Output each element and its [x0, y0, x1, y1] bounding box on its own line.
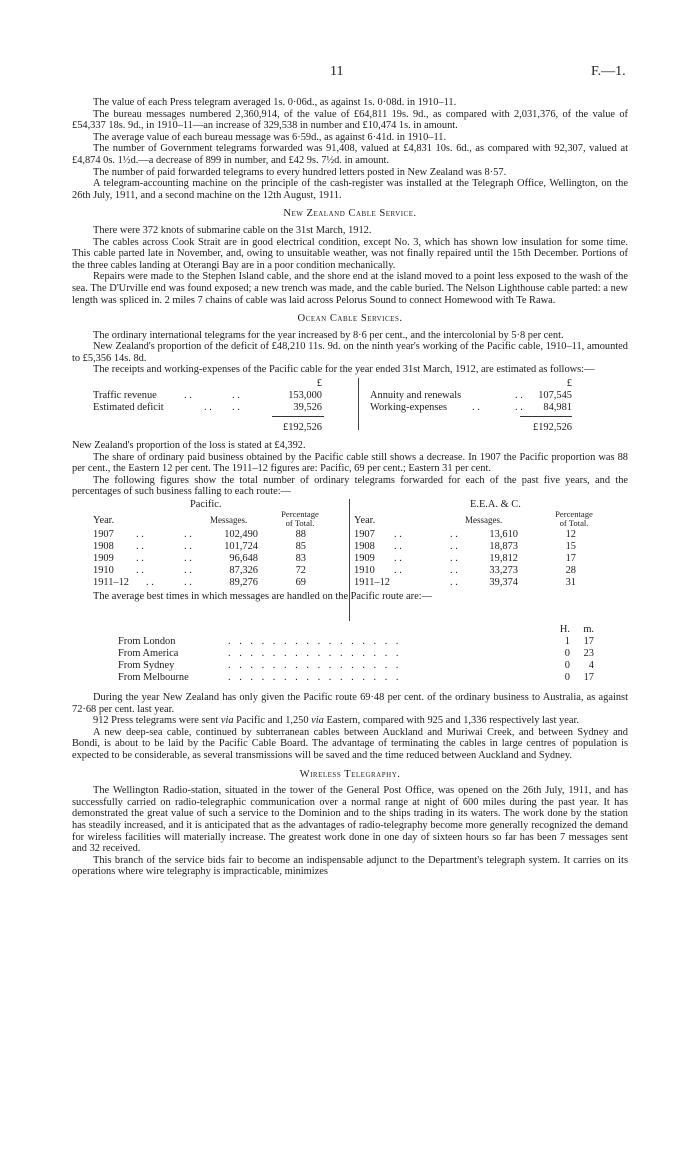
- paragraph: The Wellington Radio-station, situated in the tower of the General Post Office, was opened on the 26th July, 1911, and has successfully carried on radio-telegraphic communication over a normal range at night of 600 miles during the past year. It has demonstrated the great value of such a service to the Dominion and to the ships trading in its waters. The work done by the station has steadily increased, and it is anticipated that as the advantages of radio-telegraphy become more generally recognized the demand for wireless facilities will materially increase. The greatest work done in one day of sixteen hours so far has been 7 messages sent and 32 received.: [72, 785, 628, 855]
- minutes-cell: 4: [588, 660, 594, 672]
- leader-dots: . .: [450, 529, 458, 541]
- messages-cell: 13,610: [489, 529, 518, 541]
- year-cell: 1911–12: [93, 577, 129, 589]
- eea-column-title: E.E.A. & C.: [470, 499, 521, 511]
- column-divider: [349, 499, 350, 621]
- currency-symbol-right: £: [566, 378, 572, 390]
- leader-dots: . .: [472, 402, 480, 414]
- paragraph: New Zealand's proportion of the loss is stated at £4,392.: [72, 440, 306, 452]
- leader-dots: . .: [394, 529, 402, 541]
- leader-dots: . .: [232, 402, 240, 414]
- section-heading-wireless: Wireless Telegraphy.: [299, 768, 401, 780]
- column-header-percentage: Percentage of Total.: [555, 509, 593, 529]
- page-number: 11: [330, 64, 344, 79]
- messages-cell: 33,273: [489, 565, 518, 577]
- leader-dots: . .: [136, 541, 144, 553]
- messages-cell: 102,490: [224, 529, 258, 541]
- paragraph: The value of each Press telegram averaged 1s. 0·06d., as against 1s. 0·08d. in 1910–11.: [93, 97, 457, 108]
- paragraph: The receipts and working-expenses of the Pacific cable for the year ended 31st March, 1912, are estimated as follows:—: [93, 364, 595, 376]
- percent-cell: 83: [295, 553, 306, 565]
- table-row: [72, 390, 628, 402]
- minutes-cell: 23: [583, 648, 594, 660]
- column-header-percentage: Percentage of Total.: [281, 509, 319, 529]
- paragraph: The ordinary international telegrams for the year increased by 8·6 per cent., and the intercolonial by 5·8 per cent.: [93, 329, 564, 341]
- column-header-minutes: m.: [583, 624, 594, 636]
- column-header-year: Year.: [93, 515, 115, 527]
- year-cell: 1909: [93, 553, 114, 565]
- account-value: 107,545: [538, 390, 572, 402]
- account-label: Estimated deficit: [93, 402, 164, 414]
- paragraph: The average value of each bureau message was 6·59d., as against 6·41d. in 1910–11.: [93, 131, 447, 143]
- paragraph: During the year New Zealand has only given the Pacific route 69·48 per cent. of the ordinary business to Australia, as against 72·68 per cent. last year.: [72, 692, 628, 715]
- section-heading-ocean-cable: Ocean Cable Services.: [297, 313, 403, 325]
- document-reference: F.—1.: [591, 64, 626, 79]
- paragraph: The number of paid forwarded telegrams to every hundred letters posted in New Zealand was 8·57.: [93, 166, 507, 178]
- percent-cell: 88: [295, 529, 306, 541]
- column-header-messages: Messages.: [210, 515, 248, 526]
- leader-dots: . . . . . . . . . . . . . . . .: [228, 648, 402, 660]
- messages-cell: 39,374: [489, 577, 518, 589]
- paragraph: This branch of the service bids fair to become an indispensable adjunct to the Department's telegraph system. It carries on its operations where wire telegraphy is impracticable, minimizes: [72, 854, 628, 878]
- paragraph: There were 372 knots of submarine cable on the 31st March, 1912.: [93, 224, 372, 236]
- leader-dots: . .: [184, 577, 192, 589]
- minutes-cell: 17: [583, 672, 594, 684]
- origin-cell: From Melbourne: [118, 672, 189, 684]
- year-cell: 1911–12: [354, 577, 390, 589]
- account-label: Annuity and renewals: [370, 390, 462, 402]
- percent-cell: 31: [565, 577, 576, 589]
- leader-dots: . .: [515, 390, 523, 402]
- percent-cell: 12: [565, 529, 576, 541]
- table-total-row: [72, 422, 628, 434]
- year-cell: 1907: [93, 529, 114, 541]
- year-cell: 1909: [354, 553, 375, 565]
- total-value: £192,526: [533, 422, 572, 434]
- hours-cell: 0: [564, 672, 570, 684]
- leader-dots: . .: [450, 553, 458, 565]
- leader-dots: . . . . . . . . . . . . . . . .: [228, 672, 402, 684]
- total-rule: [520, 416, 572, 417]
- paragraph-press-telegrams: 912 Press telegrams were sent via Pacific and 1,250 via Eastern, compared with 925 and 1,336 respectively last year.: [93, 715, 579, 727]
- leader-dots: . .: [232, 390, 240, 402]
- percent-cell: 28: [565, 565, 576, 577]
- year-cell: 1910: [354, 565, 375, 577]
- currency-symbol-left: £: [316, 378, 322, 390]
- leader-dots: . .: [146, 577, 154, 589]
- leader-dots: . .: [184, 565, 192, 577]
- total-value: £192,526: [283, 422, 322, 434]
- origin-cell: From America: [118, 648, 179, 660]
- leader-dots: . . . . . . . . . . . . . . . .: [228, 660, 402, 672]
- paragraph: The share of ordinary paid business obtained by the Pacific cable still shows a decrease. In 1907 the Pacific proportion was 88 per cent., the Eastern 12 per cent. The 1911–12 figures are: Pacific, 69 per cent.; Eastern 31 per cent.: [72, 451, 628, 475]
- minutes-cell: 17: [583, 636, 594, 648]
- route-statistics-table: [72, 499, 628, 623]
- spacer: [72, 684, 628, 692]
- leader-dots: . .: [184, 529, 192, 541]
- leader-dots: . .: [394, 565, 402, 577]
- percent-cell: 85: [295, 541, 306, 553]
- leader-dots: . .: [184, 541, 192, 553]
- messages-cell: 18,873: [489, 541, 518, 553]
- paragraph: New Zealand's proportion of the deficit of £48,210 11s. 9d. on the ninth year's working of the Pacific cable, 1910–11, amounted to £5,356 14s. 8d.: [72, 341, 628, 364]
- leader-dots: . .: [450, 577, 458, 589]
- year-cell: 1907: [354, 529, 375, 541]
- account-label: Working-expenses: [370, 402, 448, 414]
- pacific-column-title: Pacific.: [190, 499, 222, 511]
- messages-cell: 87,326: [229, 565, 258, 577]
- percent-cell: 15: [565, 541, 576, 553]
- account-label: Traffic revenue: [93, 390, 157, 402]
- leader-dots: . .: [515, 402, 523, 414]
- leader-dots: . .: [184, 390, 192, 402]
- origin-cell: From Sydney: [118, 660, 175, 672]
- leader-dots: . . . . . . . . . . . . . . . .: [228, 636, 402, 648]
- messages-cell: 89,276: [229, 577, 258, 589]
- year-cell: 1910: [93, 565, 114, 577]
- column-divider: [358, 378, 359, 430]
- column-header-messages: Messages.: [465, 515, 503, 526]
- percent-cell: 17: [565, 553, 576, 565]
- leader-dots: . .: [204, 402, 212, 414]
- messages-cell: 19,812: [489, 553, 518, 565]
- section-heading-cable-service: New Zealand Cable Service.: [283, 208, 417, 220]
- hours-cell: 0: [564, 648, 570, 660]
- paragraph: A telegram-accounting machine on the principle of the cash-register was installed at the Telegraph Office, Wellington, on the 26th July, 1911, and a second machine on the 12th August, 1911.: [72, 178, 628, 201]
- paragraph: The cables across Cook Strait are in good electrical condition, except No. 3, which has shown low insulation for some time. This cable parted late in November, and, owing to unsuitable weather, was not finally repaired until the 15th December. Portions of the three cables landing at Oterangi Bay are in a poor condition mechanically.: [72, 236, 628, 271]
- total-rule: [272, 416, 324, 417]
- column-header-hours: H.: [559, 624, 570, 636]
- leader-dots: . .: [450, 565, 458, 577]
- hours-cell: 1: [564, 636, 570, 648]
- leader-dots: . .: [136, 553, 144, 565]
- paragraph: The number of Government telegrams forwarded was 91,408, valued at £4,831 10s. 6d., as compared with 92,307, valued at £4,874 0s. 1½d.—a decrease of 899 in number, and £42 9s. 7½d. in amount.: [72, 143, 628, 166]
- pacific-cable-accounts-table: [72, 378, 628, 440]
- leader-dots: . .: [394, 553, 402, 565]
- percent-cell: 72: [295, 565, 306, 577]
- paragraph: The bureau messages numbered 2,360,914, of the value of £64,811 19s. 9d., as compared with 2,031,376, of the value of £54,337 18s. 9d., in 1910–11—an increase of 329,538 in number and £10,474 1s. in amount.: [72, 108, 628, 132]
- messages-cell: 101,724: [224, 541, 258, 553]
- account-value: 153,000: [288, 390, 322, 402]
- leader-dots: . .: [136, 529, 144, 541]
- leader-dots: . .: [136, 565, 144, 577]
- account-value: 39,526: [293, 402, 322, 414]
- paragraph: Repairs were made to the Stephen Island cable, and the shore end at the island moved to a point less exposed to the wash of the sea. The D'Urville end was found exposed; a new trench was made, and the cable buried. The Nelson Lighthouse cable parted: a new length was spliced in. 2 miles 7 chains of cable was laid across Pelorus Sound to connect Homewood with Te Rawa.: [72, 271, 628, 306]
- leader-dots: . .: [450, 541, 458, 553]
- hours-cell: 0: [564, 660, 570, 672]
- messages-cell: 96,648: [229, 553, 258, 565]
- year-cell: 1908: [93, 541, 114, 553]
- leader-dots: . .: [184, 553, 192, 565]
- paragraph: The following figures show the total number of ordinary telegrams forwarded for each of the past five years, and the percentages of such business falling to each route:—: [72, 474, 628, 498]
- leader-dots: . .: [394, 541, 402, 553]
- year-cell: 1908: [354, 541, 375, 553]
- origin-cell: From London: [118, 636, 176, 648]
- page-body: [72, 97, 628, 878]
- percent-cell: 69: [295, 577, 306, 589]
- page-header: [0, 66, 700, 82]
- column-header-year: Year.: [354, 515, 376, 527]
- paragraph: A new deep-sea cable, continued by subterranean cables between Auckland and Muriwai Creek, and between Sydney and Bondi, is about to be laid by the Pacific Cable Board. The advantage of terminating the cables in large centres of population is expected to be considerable, as several transmissions will be saved and the time reduced between Auckland and Sydney.: [72, 726, 628, 761]
- account-value: 84,981: [543, 402, 572, 414]
- times-intro: The average best times in which messages are handled on the Pacific route are:—: [93, 591, 433, 603]
- best-times-table: [72, 624, 628, 684]
- table-row: [72, 402, 628, 414]
